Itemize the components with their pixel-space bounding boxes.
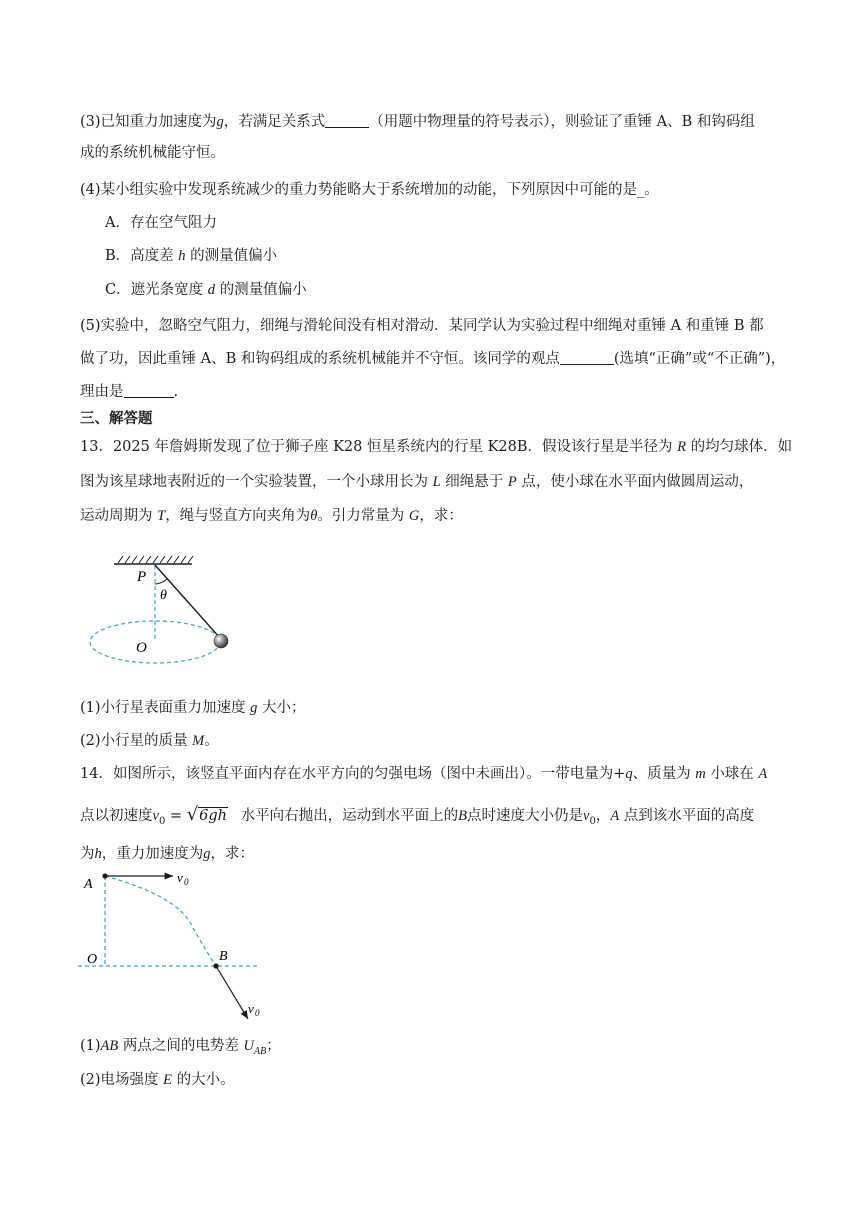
text: 细绳悬于 [445,474,504,490]
label-O: O [87,952,98,967]
projectile-figure [78,866,268,1028]
q14-sub2 [80,1070,780,1090]
text: ， [595,808,611,824]
section-heading: 三、解答题 [80,410,153,427]
answer-blank[interactable] [325,113,369,128]
var-L: L [432,474,441,490]
label-B: B [219,949,228,964]
option-c [105,280,805,300]
text: B．高度差 [105,248,174,264]
subscript: 0 [589,815,596,827]
text: （用题中物理量的符号表示），则验证了重锤 A、B 和钩码组 [369,114,755,130]
point-B [213,963,218,968]
var-T: T [157,508,166,524]
var-g: g [203,846,211,862]
text: C．遮光条宽度 [105,282,204,298]
var-m: m [695,766,706,782]
var-R: R [677,439,686,455]
text: 理由是 [80,384,124,400]
var-M: M [192,733,205,749]
text: 图为该星球地表附近的一个实验装置，一个小球用长为 [80,474,428,490]
text: (3)已知重力加速度为 [80,114,217,130]
q14-sub1 [80,1036,780,1062]
text: 的测量值偏小 [190,248,278,264]
option-b [105,246,805,266]
q14-line1 [80,764,780,784]
var-v: v [152,808,159,824]
q14-line2 [80,802,780,835]
var-d: d [207,282,215,298]
text: 的均匀球体．如 [690,439,793,455]
label-theta: θ [160,588,167,603]
var-P: P [507,474,517,490]
subscript: 0 [158,815,166,827]
option-a: A．存在空气阻力 [105,215,217,231]
text: 。 [204,733,219,749]
text: (1) [80,1038,101,1054]
q13-line2 [80,472,780,492]
circular-orbit [90,621,220,663]
theta-arc [155,579,167,584]
q12-part5-line2 [80,349,786,369]
text: 。引力常量为 [317,508,405,524]
q13-sub2 [80,731,780,751]
label-P: P [137,569,147,585]
text: 的测量值偏小 [219,282,307,298]
text: (选填“正确”或“不正确”)， [613,351,786,367]
q12-part3-line2: 成的系统机械能守恒。 [80,145,225,161]
text: (2)电场强度 [80,1072,159,1088]
var-AB: AB [100,1038,119,1054]
text: 14．如图所示，该竖直平面内存在水平方向的匀强电场（图中未画出）。一带电量为+ [80,766,626,782]
q14-line3 [80,844,780,864]
text: 点到该水平面的高度 [623,808,755,824]
ball [214,634,228,648]
var-G: G [408,508,420,524]
text: ，重力加速度为 [101,846,204,862]
text: (2)小行星的质量 [80,733,188,749]
conical-pendulum-figure [80,552,270,672]
q12-part5-line1: (5)实验中，忽略空气阻力，细绳与滑轮间没有相对滑动．某同学认为实验过程中细绳对重锤 A 和重锤 B 都 [80,318,764,334]
q13-line3 [80,506,780,526]
var-h: h [178,248,186,264]
var-q: q [625,766,633,782]
text: 13．2025 年詹姆斯发现了位于狮子座 K28 恒星系统内的行星 K28B．假设该行星是半径为 [80,439,673,455]
subscript-AB: AB [253,1045,267,1057]
q12-part5-line3 [80,382,780,402]
text: (1)小行星表面重力加速度 [80,700,246,716]
text: 为 [80,846,95,862]
var-A: A [758,766,768,782]
label-v0-bottom: v [248,1001,254,1016]
text: . [173,384,179,400]
q13-line1 [80,437,793,457]
text: 的大小。 [176,1072,235,1088]
text: 大小； [262,700,306,716]
trajectory [105,876,216,966]
velocity-arrow-bottom [216,966,248,1019]
label-A: A [84,877,93,892]
var-g: g [216,114,224,130]
q13-sub1 [80,698,780,718]
q12-part3-line1 [80,112,780,132]
text: 两点之间的电势差 [122,1038,239,1054]
text: 小球在 [710,766,754,782]
text: ，求： [210,846,254,862]
text: 点以初速度 [80,808,153,824]
answer-blank[interactable] [124,383,174,398]
var-A: A [610,808,620,824]
text: ，求： [419,508,463,524]
label-O: O [136,640,147,656]
var-U: U [243,1038,254,1054]
text: ，若满足关系式 [223,114,326,130]
ceiling-hatch [118,556,193,563]
answer-blank[interactable] [560,350,614,365]
text: ，绳与竖直方向夹角为 [165,508,311,524]
label-v0-top: v [177,870,183,885]
sqrt-radicand: 6gh [199,808,228,824]
point-A [102,873,107,878]
var-theta: θ [310,508,318,524]
text: 、质量为 [632,766,691,782]
var-h: h [94,846,102,862]
label-v0-top-sub: 0 [184,877,189,887]
text: 水平向右抛出，运动到水平面上的 [240,808,459,824]
var-E: E [163,1072,173,1088]
text: 做了功，因此重锤 A、B 和钩码组成的系统机械能并不守恒。该同学的观点 [80,351,560,367]
sqrt-expression: √6gh [186,804,228,825]
label-v0-bottom-sub: 0 [255,1008,260,1018]
var-v: v [583,808,590,824]
var-B: B [458,808,467,824]
text: ； [266,1038,281,1054]
var-g: g [250,700,258,716]
text: 运动周期为 [80,508,153,524]
text: 点，使小球在水平面内做圆周运动， [521,474,754,490]
text: 点时速度大小仍是 [467,808,583,824]
equals: = [165,808,187,824]
q12-part4: (4)某小组实验中发现系统减少的重力势能略大于系统增加的动能，下列原因中可能的是_。 [80,182,659,198]
